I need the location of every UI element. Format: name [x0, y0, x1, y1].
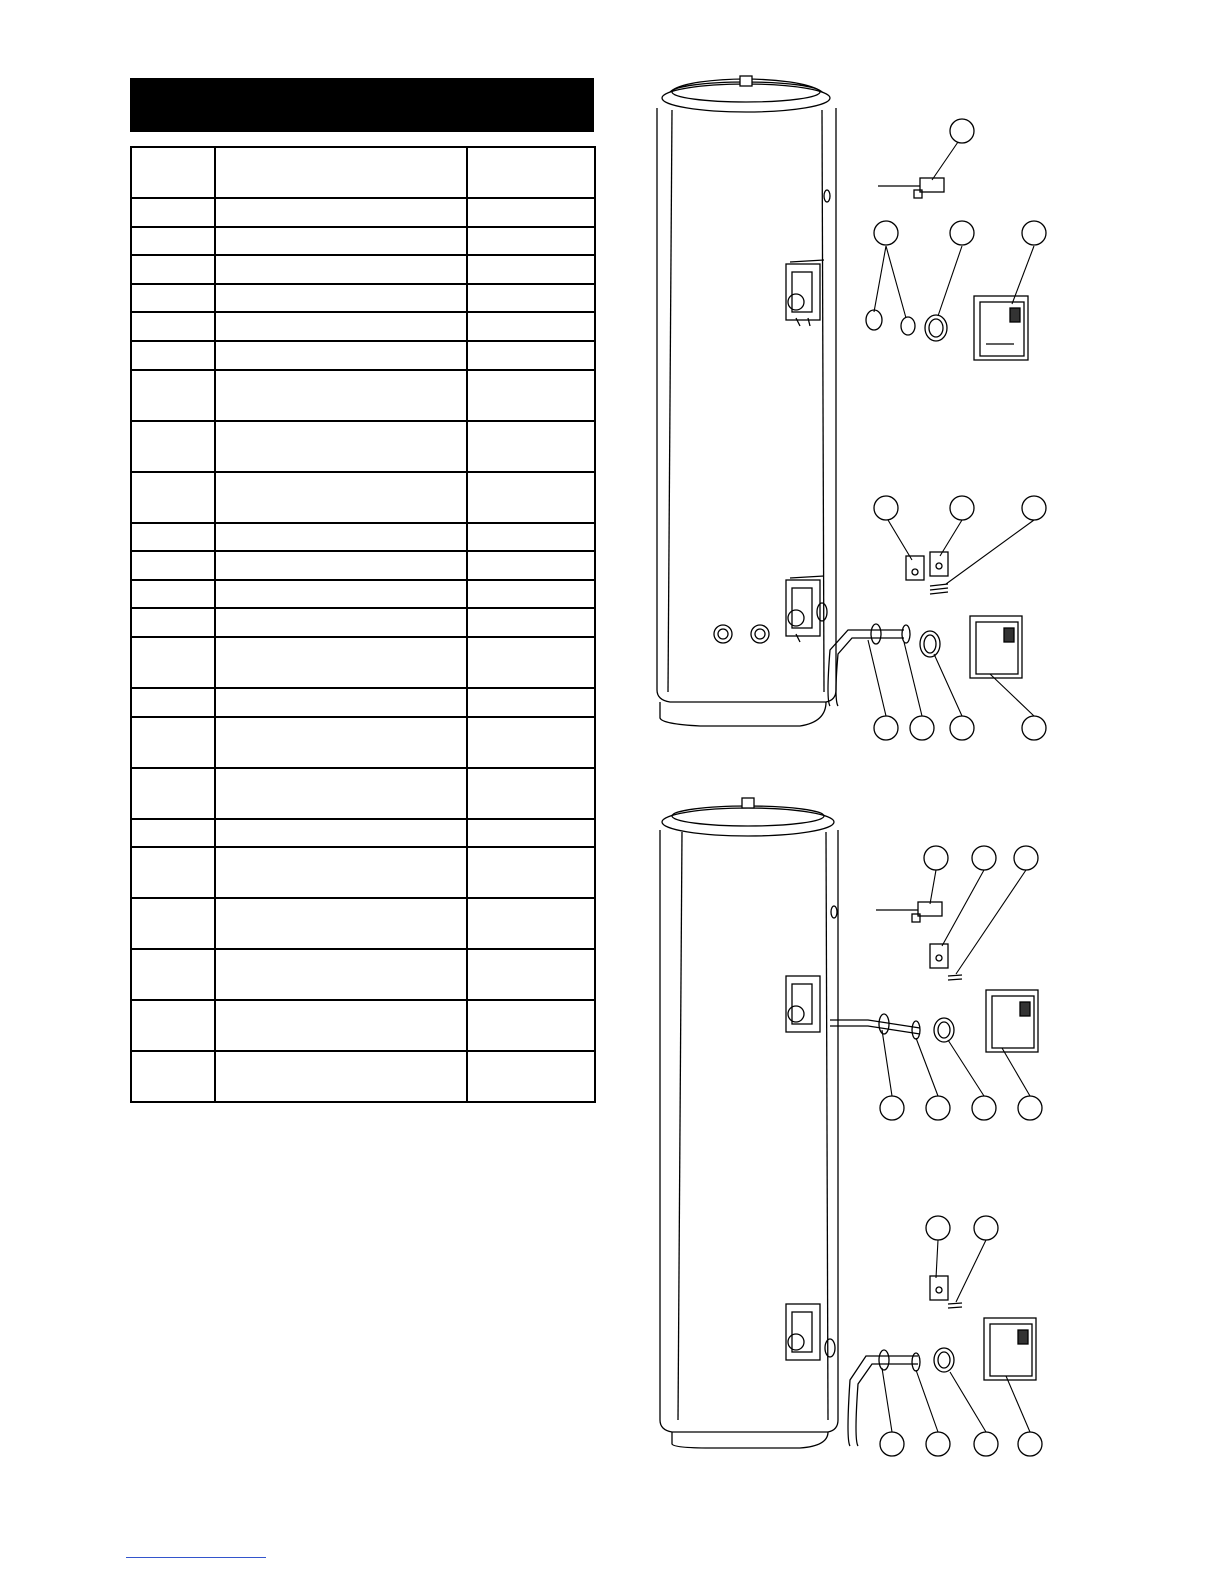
table-cell [215, 227, 467, 256]
table-cell [215, 898, 467, 949]
table-cell [215, 312, 467, 341]
washer-b [901, 317, 915, 335]
table-cell [215, 421, 467, 472]
callout-circle [1022, 496, 1046, 520]
callout-circle [1014, 846, 1038, 870]
heating-element-upper [828, 624, 910, 706]
table-cell [131, 898, 215, 949]
table-cell [131, 341, 215, 370]
table-cell [215, 1051, 467, 1102]
table-cell [215, 688, 467, 717]
table-cell [131, 312, 215, 341]
table-row [131, 523, 595, 552]
table-row [131, 421, 595, 472]
table-cell [215, 147, 467, 198]
table-cell [467, 341, 595, 370]
table-row [131, 255, 595, 284]
table-row [131, 227, 595, 256]
table-cell [467, 284, 595, 313]
callout-circle [972, 1096, 996, 1120]
table-row [131, 551, 595, 580]
callout-circle [1018, 1096, 1042, 1120]
table-cell [131, 523, 215, 552]
table-row [131, 147, 595, 198]
table-cell [215, 580, 467, 609]
thermostat-c [930, 944, 948, 968]
table-cell [215, 847, 467, 898]
spring-clip-c [948, 1303, 962, 1308]
callout-circle [874, 496, 898, 520]
callout-circle [880, 1432, 904, 1456]
table-cell [467, 949, 595, 1000]
table-cell [131, 847, 215, 898]
table-cell [467, 608, 595, 637]
callout-circle [874, 221, 898, 245]
table-cell [467, 1000, 595, 1051]
table-row [131, 688, 595, 717]
callout-circle [924, 846, 948, 870]
cylinder-lower [660, 798, 838, 1448]
table-cell [131, 551, 215, 580]
parts-table [130, 146, 596, 1103]
table-cell [131, 688, 215, 717]
table-row [131, 341, 595, 370]
table-cell [131, 717, 215, 768]
table-cell [215, 768, 467, 819]
spring-clip-a [930, 584, 948, 594]
table-cell [215, 523, 467, 552]
table-cell [467, 898, 595, 949]
table-cell [131, 819, 215, 848]
table-cell [467, 768, 595, 819]
table-cell [467, 637, 595, 688]
callout-circle [1018, 1432, 1042, 1456]
table-cell [131, 198, 215, 227]
table-cell [467, 551, 595, 580]
callout-circle [972, 846, 996, 870]
sensor-probe-lower [876, 902, 942, 922]
table-cell [467, 147, 595, 198]
table-cell [131, 1051, 215, 1102]
table-cell [131, 1000, 215, 1051]
table-cell [215, 717, 467, 768]
table-cell [131, 227, 215, 256]
table-cell [131, 421, 215, 472]
exploded-parts-diagram [620, 60, 1224, 1500]
thermostat-d [930, 1276, 948, 1300]
sensor-probe-upper [878, 178, 944, 198]
table-cell [131, 284, 215, 313]
table-cell [215, 1000, 467, 1051]
table-cell [467, 580, 595, 609]
table-row [131, 637, 595, 688]
table-row [131, 717, 595, 768]
table-row [131, 608, 595, 637]
thermostat-b [930, 552, 948, 576]
table-cell [215, 284, 467, 313]
table-cell [215, 341, 467, 370]
table-cell [467, 688, 595, 717]
table-cell [131, 147, 215, 198]
callout-circle [950, 496, 974, 520]
callout-circle [1022, 716, 1046, 740]
thermostat-box-mid [970, 616, 1022, 678]
cylinder-upper [657, 76, 836, 726]
table-cell [215, 198, 467, 227]
callout-circle [974, 1432, 998, 1456]
callout-circle [910, 716, 934, 740]
table-row [131, 949, 595, 1000]
table-cell [215, 949, 467, 1000]
footer-rule [126, 1557, 266, 1558]
table-cell [215, 255, 467, 284]
table-cell [467, 819, 595, 848]
table-cell [467, 370, 595, 421]
callout-circle [950, 221, 974, 245]
table-row [131, 898, 595, 949]
callout-circle [974, 1216, 998, 1240]
callout-circle [880, 1096, 904, 1120]
callout-circle [950, 716, 974, 740]
table-cell [131, 370, 215, 421]
table-cell [215, 370, 467, 421]
thermostat-box-upper [974, 296, 1028, 360]
thermostat-box-lower-b [984, 1318, 1036, 1380]
table-row [131, 472, 595, 523]
table-cell [467, 523, 595, 552]
table-cell [131, 949, 215, 1000]
table-cell [215, 551, 467, 580]
table-row [131, 284, 595, 313]
table-row [131, 580, 595, 609]
spring-clip-b [948, 975, 962, 980]
table-cell [131, 768, 215, 819]
table-cell [467, 847, 595, 898]
table-row [131, 819, 595, 848]
heating-element-lower [848, 1350, 920, 1446]
washer-a [866, 310, 882, 330]
table-row [131, 768, 595, 819]
table-cell [467, 421, 595, 472]
callout-circle [926, 1096, 950, 1120]
section-header [130, 78, 594, 132]
table-row [131, 312, 595, 341]
table-cell [467, 227, 595, 256]
thermostat-box-lower-a [986, 990, 1038, 1052]
table-cell [131, 472, 215, 523]
table-cell [215, 637, 467, 688]
table-cell [131, 637, 215, 688]
table-cell [467, 255, 595, 284]
table-cell [467, 1051, 595, 1102]
table-cell [467, 717, 595, 768]
thermostat-a [906, 556, 924, 580]
table-cell [215, 608, 467, 637]
callout-circle [950, 119, 974, 143]
table-cell [467, 472, 595, 523]
table-cell [215, 819, 467, 848]
table-row [131, 198, 595, 227]
table-cell [131, 580, 215, 609]
table-cell [215, 472, 467, 523]
callout-circle [926, 1216, 950, 1240]
table-row [131, 370, 595, 421]
callout-circle [874, 716, 898, 740]
table-row [131, 1051, 595, 1102]
callout-circle [926, 1432, 950, 1456]
table-cell [467, 198, 595, 227]
table-row [131, 847, 595, 898]
callout-circle [1022, 221, 1046, 245]
table-cell [131, 255, 215, 284]
table-cell [131, 608, 215, 637]
table-cell [467, 312, 595, 341]
heating-element-mid [830, 1014, 920, 1039]
table-row [131, 1000, 595, 1051]
